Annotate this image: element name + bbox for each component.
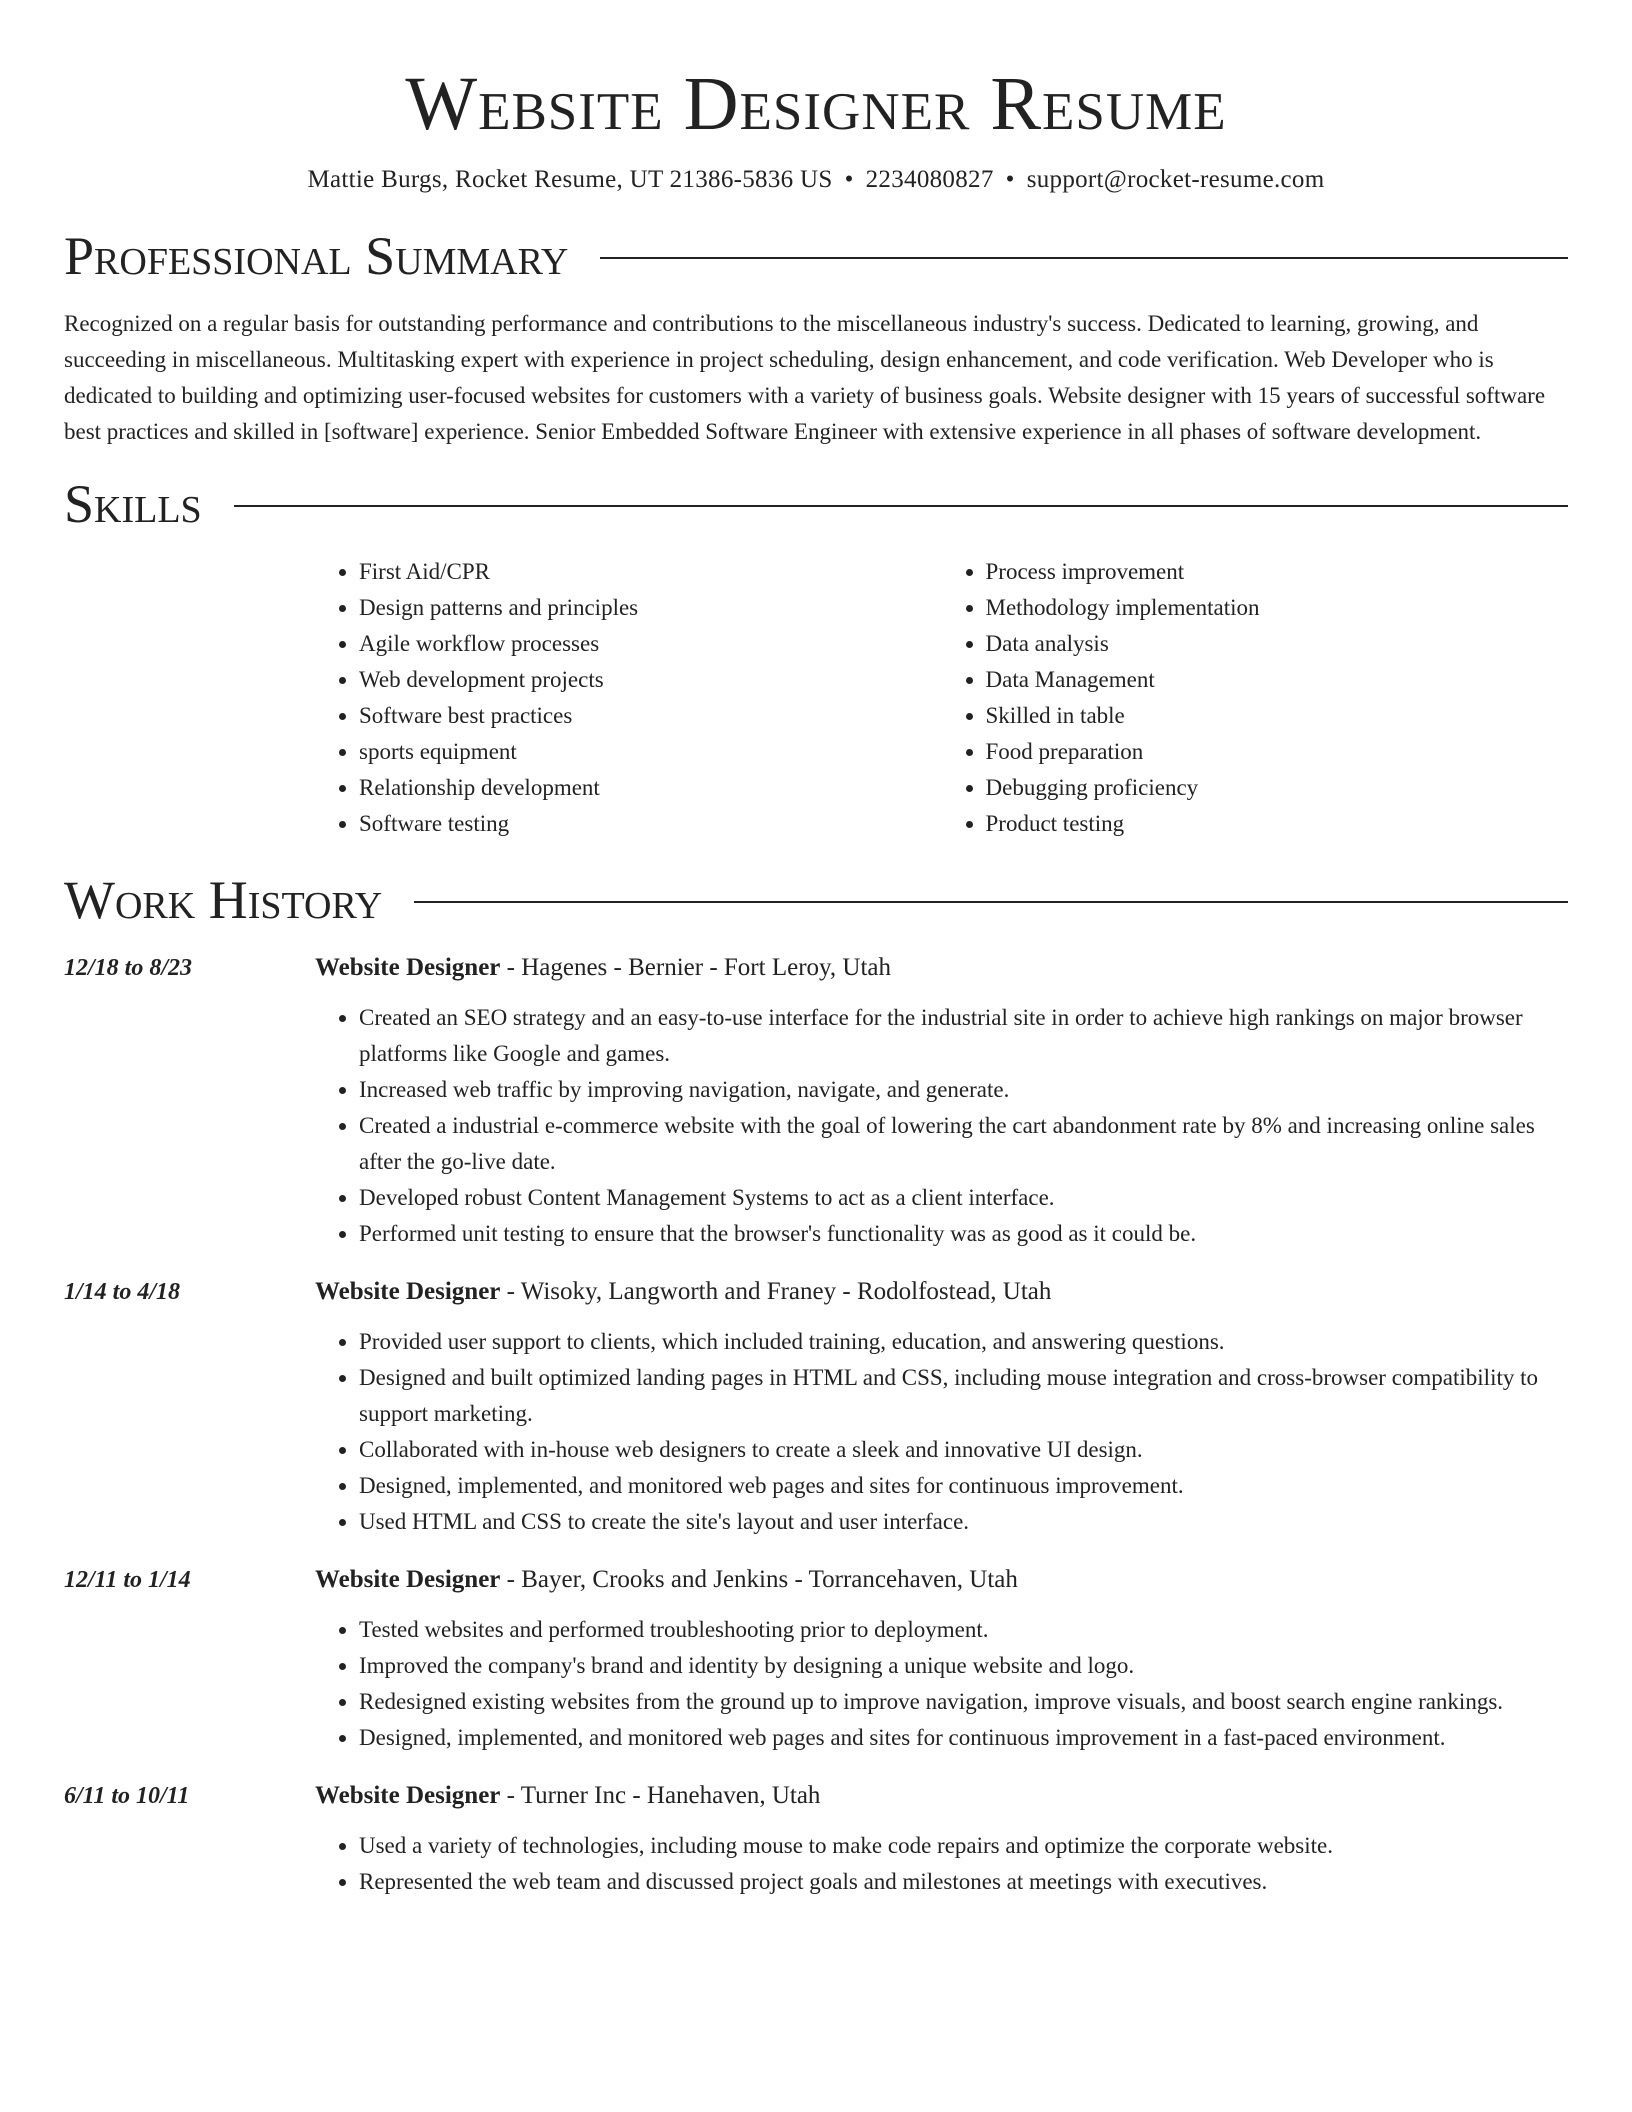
skills-heading: Skills <box>64 474 202 534</box>
skills-grid <box>315 554 1568 842</box>
skill-item: • Process improvement <box>986 554 1569 590</box>
job-heading <box>315 1778 1568 1814</box>
summary-section-header <box>64 224 1568 288</box>
job-dates: 12/11 to 1/14 <box>64 1567 191 1593</box>
job-details <box>315 950 1568 1252</box>
skill-item: • Software testing <box>359 806 942 842</box>
job-details <box>315 1562 1568 1756</box>
section-divider <box>234 505 1568 507</box>
skill-item: • sports equipment <box>359 734 942 770</box>
summary-text: Recognized on a regular basis for outstanding performance and contributions to the miscellaneous industry's success. Dedicated to learning, growing, and succeeding in miscellaneous. Multitasking expert with experience in project scheduling, design enhancement, and code verification. Web Developer who is dedicated to building and optimizing user-focused websites for customers with a variety of business goals. Website designer with 15 years of successful software best practices and skilled in [software] experience. Senior Embedded Software Engineer with extensive experience in all phases of software development. <box>64 311 1546 444</box>
contact-phone: 2234080827 <box>865 166 994 193</box>
contact-address: Mattie Burgs, Rocket Resume, UT 21386-5836 US <box>307 166 833 193</box>
skills-section-header <box>64 472 1568 536</box>
job-title: Website Designer <box>315 1782 501 1809</box>
skill-item: • Skilled in table <box>986 698 1569 734</box>
job-dates: 6/11 to 10/11 <box>64 1783 190 1809</box>
contact-line <box>64 164 1568 196</box>
summary-heading: Professional Summary <box>64 226 569 286</box>
job-bullet: • Developed robust Content Management Systems to act as a client interface. <box>359 1180 1568 1216</box>
job-bullet-list <box>315 1612 1568 1756</box>
job-bullet: • Created an SEO strategy and an easy-to-use interface for the industrial site in order to achieve high rankings on major browser platforms like Google and games. <box>359 1000 1568 1072</box>
skill-item: • Design patterns and principles <box>359 590 942 626</box>
job-bullet: • Performed unit testing to ensure that the browser's functionality was as good as it could be. <box>359 1216 1568 1252</box>
job-details <box>315 1778 1568 1900</box>
job-bullet: • Redesigned existing websites from the ground up to improve navigation, improve visuals, and boost search engine rankings. <box>359 1684 1568 1720</box>
job-bullet: • Increased web traffic by improving navigation, navigate, and generate. <box>359 1072 1568 1108</box>
job-bullet-list <box>315 1000 1568 1252</box>
job-entry <box>64 1778 1568 1900</box>
job-bullet: • Designed and built optimized landing pages in HTML and CSS, including mouse integration and cross-browser compatibility to support marketing. <box>359 1360 1568 1432</box>
section-divider <box>600 257 1568 259</box>
job-title: Website Designer <box>315 1278 501 1305</box>
work-section-header <box>64 868 1568 932</box>
section-divider <box>414 901 1568 903</box>
skills-list-left <box>315 554 942 842</box>
skill-item: • Debugging proficiency <box>986 770 1569 806</box>
resume-title: Website Designer Resume <box>405 62 1227 146</box>
job-bullet: • Used HTML and CSS to create the site's layout and user interface. <box>359 1504 1568 1540</box>
job-employer: - Turner Inc - Hanehaven, Utah <box>500 1782 821 1809</box>
job-entry <box>64 1274 1568 1540</box>
skill-item: • Data Management <box>986 662 1569 698</box>
work-heading: Work History <box>64 870 383 930</box>
job-title: Website Designer <box>315 954 501 981</box>
contact-email: support@rocket-resume.com <box>1026 166 1325 193</box>
job-bullet: • Created a industrial e-commerce website with the goal of lowering the cart abandonment rate by 8% and increasing online sales after the go-live date. <box>359 1108 1568 1180</box>
skills-list-right <box>942 554 1569 842</box>
job-employer: - Bayer, Crooks and Jenkins - Torrancehaven, Utah <box>500 1566 1018 1593</box>
job-details <box>315 1274 1568 1540</box>
skill-item: • Data analysis <box>986 626 1569 662</box>
job-heading <box>315 1274 1568 1310</box>
job-bullet: • Represented the web team and discussed project goals and milestones at meetings with executives. <box>359 1864 1568 1900</box>
job-heading <box>315 1562 1568 1598</box>
job-employer: - Wisoky, Langworth and Franey - Rodolfostead, Utah <box>500 1278 1052 1305</box>
skill-item: • Methodology implementation <box>986 590 1569 626</box>
skill-item: • Software best practices <box>359 698 942 734</box>
job-bullet: • Collaborated with in-house web designers to create a sleek and innovative UI design. <box>359 1432 1568 1468</box>
job-bullet: • Provided user support to clients, which included training, education, and answering questions. <box>359 1324 1568 1360</box>
job-employer: - Hagenes - Bernier - Fort Leroy, Utah <box>500 954 891 981</box>
skill-item: • Food preparation <box>986 734 1569 770</box>
job-dates: 12/18 to 8/23 <box>64 955 193 981</box>
skill-item: • Web development projects <box>359 662 942 698</box>
skill-item: • First Aid/CPR <box>359 554 942 590</box>
job-entry <box>64 1562 1568 1756</box>
job-heading <box>315 950 1568 986</box>
contact-separator: • <box>844 166 854 193</box>
job-dates: 1/14 to 4/18 <box>64 1279 181 1305</box>
job-bullet: • Designed, implemented, and monitored web pages and sites for continuous improvement. <box>359 1468 1568 1504</box>
job-bullet: • Designed, implemented, and monitored web pages and sites for continuous improvement in a fast-paced environment. <box>359 1720 1568 1756</box>
job-entry <box>64 950 1568 1252</box>
skill-item: • Agile workflow processes <box>359 626 942 662</box>
work-history-list <box>64 950 1568 1900</box>
job-bullet: • Used a variety of technologies, including mouse to make code repairs and optimize the corporate website. <box>359 1828 1568 1864</box>
skill-item: • Relationship development <box>359 770 942 806</box>
job-bullet: • Improved the company's brand and identity by designing a unique website and logo. <box>359 1648 1568 1684</box>
skill-item: • Product testing <box>986 806 1569 842</box>
job-bullet: • Tested websites and performed troubleshooting prior to deployment. <box>359 1612 1568 1648</box>
job-bullet-list <box>315 1828 1568 1900</box>
job-bullet-list <box>315 1324 1568 1540</box>
resume-page <box>64 0 1568 1900</box>
contact-separator: • <box>1005 166 1015 193</box>
job-title: Website Designer <box>315 1566 501 1593</box>
